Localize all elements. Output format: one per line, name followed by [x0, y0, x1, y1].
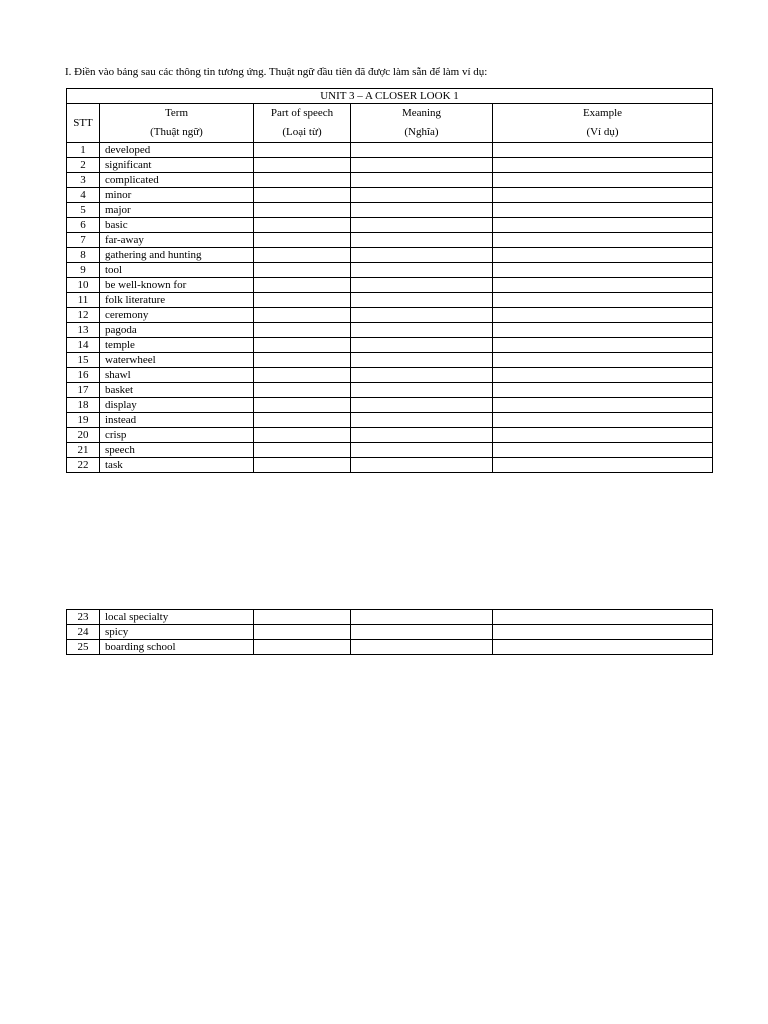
- row-number: 13: [67, 323, 100, 338]
- table-row: [67, 218, 713, 233]
- meaning-cell[interactable]: [351, 413, 493, 428]
- example-cell[interactable]: [493, 398, 713, 413]
- part-of-speech-cell[interactable]: [254, 308, 351, 323]
- term-cell: developed: [100, 143, 254, 158]
- table-row: [67, 625, 713, 640]
- table-row: [67, 173, 713, 188]
- table-row: [67, 323, 713, 338]
- part-of-speech-cell[interactable]: [254, 625, 351, 640]
- part-of-speech-cell[interactable]: [254, 263, 351, 278]
- row-number: 7: [67, 233, 100, 248]
- part-of-speech-cell[interactable]: [254, 353, 351, 368]
- example-cell[interactable]: [493, 263, 713, 278]
- part-of-speech-cell[interactable]: [254, 188, 351, 203]
- table-row: [67, 263, 713, 278]
- row-number: 6: [67, 218, 100, 233]
- row-number: 21: [67, 443, 100, 458]
- meaning-cell[interactable]: [351, 625, 493, 640]
- row-number: 18: [67, 398, 100, 413]
- meaning-cell[interactable]: [351, 158, 493, 173]
- part-of-speech-cell[interactable]: [254, 203, 351, 218]
- meaning-cell[interactable]: [351, 640, 493, 655]
- meaning-cell[interactable]: [351, 353, 493, 368]
- example-cell[interactable]: [493, 428, 713, 443]
- part-of-speech-cell[interactable]: [254, 413, 351, 428]
- header-term-label: Term: [164, 107, 189, 119]
- term-cell: complicated: [100, 173, 254, 188]
- example-cell[interactable]: [493, 383, 713, 398]
- meaning-cell[interactable]: [351, 188, 493, 203]
- row-number: 4: [67, 188, 100, 203]
- term-cell: be well-known for: [100, 278, 254, 293]
- meaning-cell[interactable]: [351, 203, 493, 218]
- term-cell: pagoda: [100, 323, 254, 338]
- table-row: [67, 203, 713, 218]
- example-cell[interactable]: [493, 158, 713, 173]
- header-term-label-vi: (Thuật ngữ): [150, 126, 203, 138]
- meaning-cell[interactable]: [351, 233, 493, 248]
- vocabulary-table: [66, 88, 713, 473]
- example-cell[interactable]: [493, 233, 713, 248]
- header-stt: STT: [67, 104, 100, 143]
- row-number: 1: [67, 143, 100, 158]
- term-cell: task: [100, 458, 254, 473]
- example-cell[interactable]: [493, 218, 713, 233]
- part-of-speech-cell[interactable]: [254, 383, 351, 398]
- row-number: 25: [67, 640, 100, 655]
- table-row: [67, 188, 713, 203]
- part-of-speech-cell[interactable]: [254, 143, 351, 158]
- example-cell[interactable]: [493, 458, 713, 473]
- header-meaning-label: Meaning: [401, 107, 442, 119]
- table-title: UNIT 3 – A CLOSER LOOK 1: [67, 89, 713, 104]
- row-number: 3: [67, 173, 100, 188]
- table-row: [67, 278, 713, 293]
- example-cell[interactable]: [493, 353, 713, 368]
- row-number: 5: [67, 203, 100, 218]
- part-of-speech-cell[interactable]: [254, 428, 351, 443]
- row-number: 12: [67, 308, 100, 323]
- part-of-speech-cell[interactable]: [254, 458, 351, 473]
- example-cell[interactable]: [493, 443, 713, 458]
- instruction-text: I. Điền vào bảng sau các thông tin tương ứng. Thuật ngữ đầu tiên đã được làm sẵn để làm ví dụ:: [65, 66, 488, 78]
- table-row: [67, 413, 713, 428]
- row-number: 22: [67, 458, 100, 473]
- table-row: [67, 428, 713, 443]
- part-of-speech-cell[interactable]: [254, 278, 351, 293]
- table-row: [67, 368, 713, 383]
- row-number: 20: [67, 428, 100, 443]
- term-cell: spicy: [100, 625, 254, 640]
- example-cell[interactable]: [493, 293, 713, 308]
- term-cell: shawl: [100, 368, 254, 383]
- header-pos-label-vi: (Loại từ): [282, 126, 322, 138]
- term-cell: instead: [100, 413, 254, 428]
- meaning-cell[interactable]: [351, 323, 493, 338]
- part-of-speech-cell[interactable]: [254, 233, 351, 248]
- example-cell[interactable]: [493, 413, 713, 428]
- meaning-cell[interactable]: [351, 248, 493, 263]
- table-row: [67, 233, 713, 248]
- term-cell: waterwheel: [100, 353, 254, 368]
- example-cell[interactable]: [493, 625, 713, 640]
- meaning-cell[interactable]: [351, 293, 493, 308]
- example-cell[interactable]: [493, 308, 713, 323]
- row-number: 14: [67, 338, 100, 353]
- meaning-cell[interactable]: [351, 278, 493, 293]
- row-number: 19: [67, 413, 100, 428]
- header-part-of-speech: [254, 104, 351, 143]
- row-number: 10: [67, 278, 100, 293]
- term-cell: crisp: [100, 428, 254, 443]
- table-row: [67, 353, 713, 368]
- header-example-label-vi: (Ví dụ): [586, 126, 619, 138]
- term-cell: major: [100, 203, 254, 218]
- term-cell: boarding school: [100, 640, 254, 655]
- meaning-cell[interactable]: [351, 368, 493, 383]
- table-row: [67, 248, 713, 263]
- meaning-cell[interactable]: [351, 263, 493, 278]
- table-row: [67, 458, 713, 473]
- term-cell: significant: [100, 158, 254, 173]
- example-cell[interactable]: [493, 640, 713, 655]
- header-example-label: Example: [582, 107, 623, 119]
- part-of-speech-cell[interactable]: [254, 173, 351, 188]
- table-row: [67, 443, 713, 458]
- term-cell: far-away: [100, 233, 254, 248]
- row-number: 24: [67, 625, 100, 640]
- part-of-speech-cell[interactable]: [254, 338, 351, 353]
- part-of-speech-cell[interactable]: [254, 218, 351, 233]
- example-cell[interactable]: [493, 188, 713, 203]
- vocabulary-table-continued: [66, 609, 713, 655]
- table-row: [67, 640, 713, 655]
- row-number: 15: [67, 353, 100, 368]
- row-number: 17: [67, 383, 100, 398]
- example-cell[interactable]: [493, 203, 713, 218]
- example-cell[interactable]: [493, 248, 713, 263]
- term-cell: speech: [100, 443, 254, 458]
- row-number: 9: [67, 263, 100, 278]
- part-of-speech-cell[interactable]: [254, 248, 351, 263]
- example-cell[interactable]: [493, 368, 713, 383]
- term-cell: basket: [100, 383, 254, 398]
- term-cell: folk literature: [100, 293, 254, 308]
- term-cell: ceremony: [100, 308, 254, 323]
- row-number: 16: [67, 368, 100, 383]
- meaning-cell[interactable]: [351, 218, 493, 233]
- part-of-speech-cell[interactable]: [254, 158, 351, 173]
- meaning-cell[interactable]: [351, 383, 493, 398]
- term-cell: temple: [100, 338, 254, 353]
- meaning-cell[interactable]: [351, 610, 493, 625]
- header-meaning: [351, 104, 493, 143]
- meaning-cell[interactable]: [351, 173, 493, 188]
- table-row: [67, 308, 713, 323]
- term-cell: display: [100, 398, 254, 413]
- row-number: 8: [67, 248, 100, 263]
- example-cell[interactable]: [493, 323, 713, 338]
- part-of-speech-cell[interactable]: [254, 640, 351, 655]
- table-row: [67, 398, 713, 413]
- row-number: 11: [67, 293, 100, 308]
- header-term: [100, 104, 254, 143]
- example-cell[interactable]: [493, 143, 713, 158]
- meaning-cell[interactable]: [351, 458, 493, 473]
- term-cell: gathering and hunting: [100, 248, 254, 263]
- part-of-speech-cell[interactable]: [254, 368, 351, 383]
- example-cell[interactable]: [493, 338, 713, 353]
- table-row: [67, 143, 713, 158]
- table-row: [67, 338, 713, 353]
- meaning-cell[interactable]: [351, 443, 493, 458]
- meaning-cell[interactable]: [351, 308, 493, 323]
- header-pos-label: Part of speech: [270, 107, 334, 119]
- example-cell[interactable]: [493, 173, 713, 188]
- table-row: [67, 293, 713, 308]
- meaning-cell[interactable]: [351, 338, 493, 353]
- part-of-speech-cell[interactable]: [254, 443, 351, 458]
- table-row: [67, 158, 713, 173]
- term-cell: local specialty: [100, 610, 254, 625]
- table-row: [67, 610, 713, 625]
- row-number: 2: [67, 158, 100, 173]
- term-cell: tool: [100, 263, 254, 278]
- part-of-speech-cell[interactable]: [254, 293, 351, 308]
- meaning-cell[interactable]: [351, 398, 493, 413]
- example-cell[interactable]: [493, 610, 713, 625]
- term-cell: minor: [100, 188, 254, 203]
- header-meaning-label-vi: (Nghĩa): [404, 126, 439, 138]
- part-of-speech-cell[interactable]: [254, 323, 351, 338]
- term-cell: basic: [100, 218, 254, 233]
- part-of-speech-cell[interactable]: [254, 398, 351, 413]
- part-of-speech-cell[interactable]: [254, 610, 351, 625]
- header-example: [493, 104, 713, 143]
- example-cell[interactable]: [493, 278, 713, 293]
- table-row: [67, 383, 713, 398]
- row-number: 23: [67, 610, 100, 625]
- meaning-cell[interactable]: [351, 143, 493, 158]
- meaning-cell[interactable]: [351, 428, 493, 443]
